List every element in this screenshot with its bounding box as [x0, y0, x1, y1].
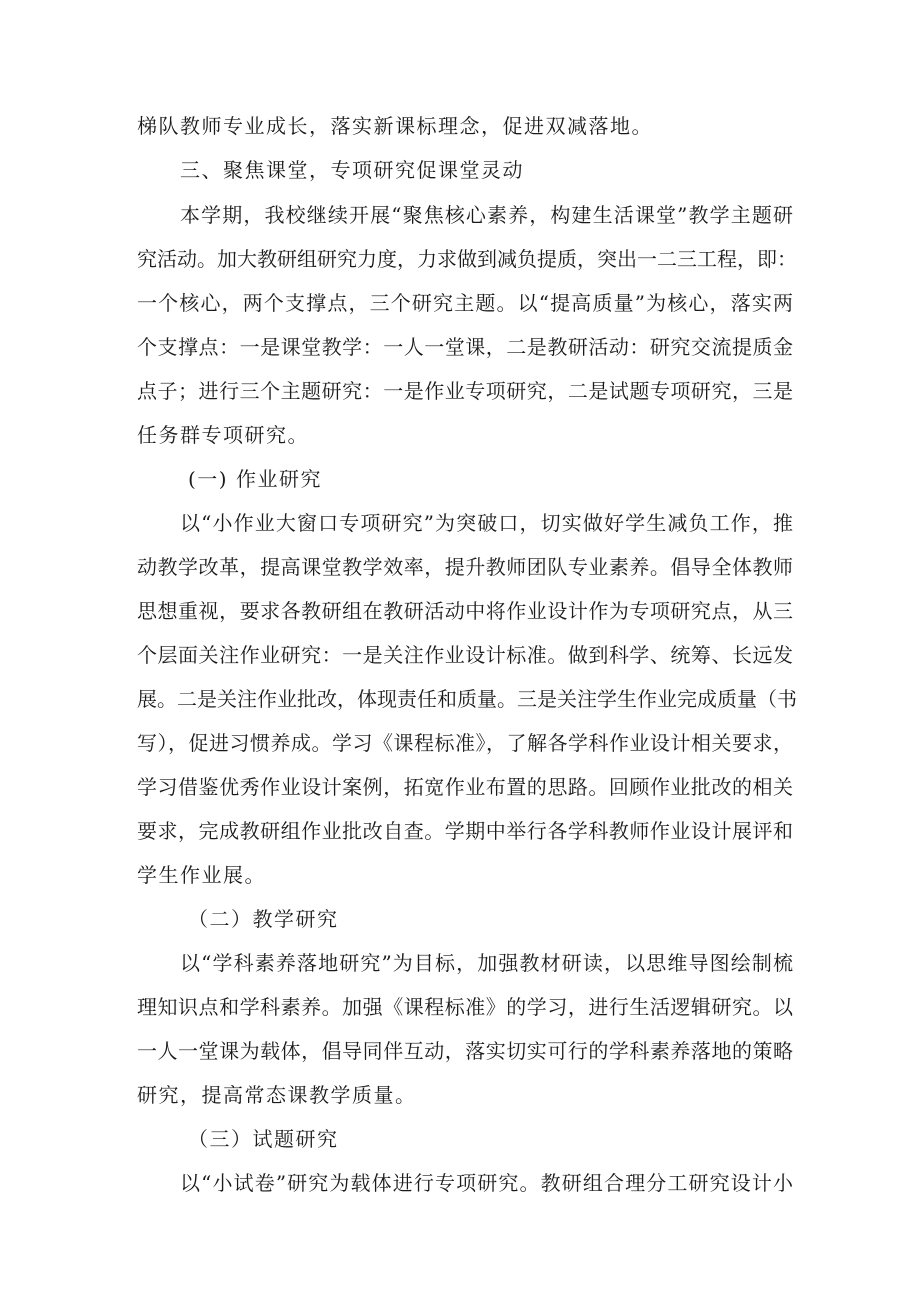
- paragraph-line: 个支撑点：一是课堂教学：一人一堂课，二是教研活动：研究交流提质金: [137, 335, 793, 359]
- paragraph-line: 以“小作业大窗口专项研究”为突破口，切实做好学生减负工作，推: [180, 511, 793, 535]
- paragraph-line: 以“学科素养落地研究”为目标，加强教材研读，以思维导图绘制梳: [180, 951, 793, 975]
- paragraph-line: 研究，提高常态课教学质量。: [137, 1083, 417, 1107]
- paragraph-line: 点子；进行三个主题研究：一是作业专项研究，二是试题专项研究，三是: [137, 379, 793, 403]
- subsection-heading-2: （二）教学研究: [188, 907, 339, 931]
- paragraph-line: 理知识点和学科素养。加强《课程标准》的学习，进行生活逻辑研究。以: [137, 995, 793, 1019]
- paragraph-line: 一个核心，两个支撑点，三个研究主题。以“提高质量”为核心，落实两: [137, 291, 793, 315]
- paragraph-line: 本学期，我校继续开展“聚焦核心素养，构建生活课堂”教学主题研: [180, 203, 793, 227]
- paragraph-line: 展。二是关注作业批改，体现责任和质量。三是关注学生作业完成质量（书: [137, 687, 797, 711]
- section-heading-3: 三、聚焦课堂，专项研究促课堂灵动: [180, 158, 524, 182]
- paragraph-line: 任务群专项研究。: [137, 423, 309, 447]
- paragraph-line: 写），促进习惯养成。学习《课程标准》，了解各学科作业设计相关要求，: [137, 731, 793, 755]
- paragraph-line: 动教学改革，提高课堂教学效率，提升教师团队专业素养。倡导全体教师: [137, 555, 793, 579]
- paragraph-line: 一人一堂课为载体，倡导同伴互动，落实切实可行的学科素养落地的策略: [137, 1039, 793, 1063]
- subsection-heading-3: （三）试题研究: [188, 1127, 339, 1151]
- paragraph-line: 学生作业展。: [137, 863, 266, 887]
- paragraph-continuation-line: 梯队教师专业成长，落实新课标理念，促进双减落地。: [137, 114, 653, 138]
- paragraph-line: 究活动。加大教研组研究力度，力求做到减负提质，突出一二三工程，即：: [137, 247, 797, 271]
- paragraph-line: 思想重视，要求各教研组在教研活动中将作业设计作为专项研究点，从三: [137, 599, 793, 623]
- paragraph-line: 要求，完成教研组作业批改自查。学期中举行各学科教师作业设计展评和: [137, 819, 793, 843]
- paragraph-line: 个层面关注作业研究：一是关注作业设计标准。做到科学、统筹、长远发: [137, 643, 793, 667]
- paragraph-line: 学习借鉴优秀作业设计案例，拓宽作业布置的思路。回顾作业批改的相关: [137, 775, 793, 799]
- subsection-heading-1: (一) 作业研究: [188, 467, 322, 491]
- paragraph-line: 以“小试卷”研究为载体进行专项研究。教研组合理分工研究设计小: [180, 1171, 793, 1195]
